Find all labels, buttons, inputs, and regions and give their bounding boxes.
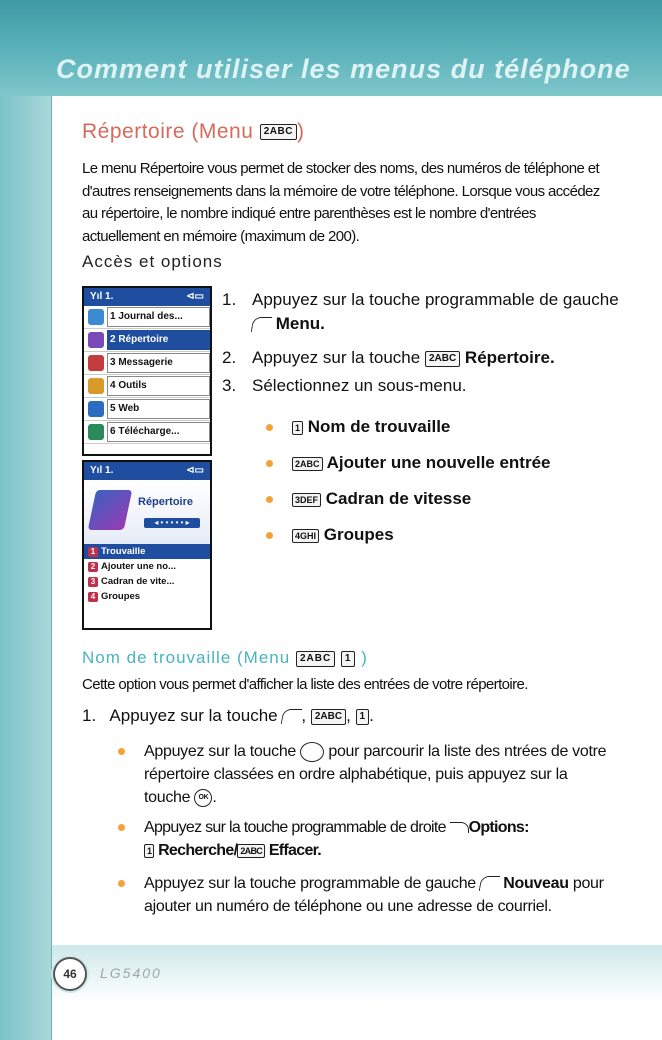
access-options-heading: Accès et options — [82, 252, 223, 271]
key-2-icon: 2ABC — [260, 124, 297, 140]
status-bar — [84, 462, 210, 480]
bullet-text-a: Appuyez sur la touche programmable de droite — [144, 819, 446, 836]
phone-screen-repertoire-menu — [82, 460, 212, 630]
submenu-bullet — [266, 452, 626, 488]
submenu-number: 4 — [88, 592, 98, 602]
new-label: Nouveau — [503, 875, 569, 892]
section-title-repertoire — [82, 120, 304, 144]
key-2-icon: 2ABC — [425, 351, 460, 367]
submenu-bullet — [266, 524, 626, 560]
message-icon — [88, 355, 104, 371]
section-title-close: ) — [296, 120, 305, 143]
submenu-item[interactable] — [84, 589, 210, 604]
ok-key-icon: OK — [194, 789, 212, 807]
bullet-dot — [266, 424, 273, 431]
step-text: Sélectionnez un sous-menu. — [252, 376, 467, 395]
key-2-icon: 2ABC — [296, 651, 335, 667]
menu-item-outils[interactable] — [84, 375, 210, 398]
footer-band — [52, 945, 662, 1040]
steps-list — [222, 288, 622, 398]
menu-item-label: 5 Web — [107, 399, 210, 419]
menu-item-repertoire[interactable] — [84, 329, 210, 352]
key-2-icon: 2ABC — [237, 844, 265, 858]
left-margin-line — [51, 96, 52, 1040]
menu-item-label: 1 Journal des... — [107, 307, 210, 327]
submenu-bullet-label: Cadran de vitesse — [325, 489, 472, 508]
menu-item-journal[interactable] — [84, 306, 210, 329]
page-number: 46 — [53, 957, 87, 991]
menu-item-label: 2 Répertoire — [107, 330, 210, 350]
section-title-close: ) — [361, 648, 368, 667]
submenu-bullet-label: Nom de trouvaille — [307, 417, 451, 436]
options-label: Options: — [468, 819, 529, 836]
page-indicator: ◂ • • • • • ▸ — [144, 518, 200, 528]
left-softkey-icon — [479, 876, 501, 891]
step-bold: Menu. — [275, 314, 325, 333]
bullet-text-b: pour ajouter un numéro de téléphone ou une adresse de courriel. — [144, 875, 604, 915]
step-3 — [222, 374, 622, 398]
bullet-text-b: pour parcourir la liste des ntrées de votre répertoire classées en ordre alphabétique, puis appuyez sur la touche — [144, 743, 607, 806]
bullet-dot — [118, 880, 125, 887]
submenu-list — [266, 416, 626, 560]
menu-item-telechargement[interactable] — [84, 421, 210, 444]
submenu-item[interactable] — [84, 559, 210, 574]
bullet-dot — [266, 532, 273, 539]
address-book-icon — [88, 490, 133, 530]
bullet-text-a: Appuyez sur la touche — [144, 743, 297, 760]
step-number: 1. — [82, 706, 97, 725]
step-text: Appuyez sur la touche programmable de gauche — [252, 290, 619, 309]
download-icon — [88, 424, 104, 440]
key-2-icon: 2ABC — [292, 457, 323, 471]
section-title-text: Répertoire (Menu — [82, 120, 254, 143]
key-4-icon: 4GHI — [292, 529, 319, 543]
battery-icon: ⊲▭ — [186, 291, 204, 302]
navigation-key-icon — [300, 742, 324, 762]
step-1 — [222, 288, 622, 336]
step-text: Appuyez sur la touche — [252, 348, 421, 367]
section2-paragraph: Cette option vous permet d'afficher la liste des entrées de votre répertoire. — [82, 676, 528, 693]
key-1-icon: 1 — [356, 709, 370, 725]
submenu-bullet — [266, 488, 626, 524]
submenu-bullet — [266, 416, 626, 452]
step-number: 3. — [222, 376, 237, 395]
submenu-label: Groupes — [101, 591, 141, 602]
signal-indicator: Yıl 1. — [90, 291, 114, 302]
submenu-number: 2 — [88, 562, 98, 572]
battery-icon: ⊲▭ — [186, 465, 204, 476]
model-name: LG5400 — [100, 965, 162, 981]
globe-icon — [88, 401, 104, 417]
section2-bullet-3 — [118, 872, 608, 918]
step-2 — [222, 346, 622, 370]
right-softkey-icon — [450, 822, 469, 833]
chapter-title: Comment utiliser les menus du téléphone — [56, 54, 631, 84]
submenu-number: 3 — [88, 577, 98, 587]
key-3-icon: 3DEF — [292, 493, 321, 507]
intro-paragraph: Le menu Répertoire vous permet de stocker des noms, des numéros de téléphone et d'autres renseignements dans la mémoire de votre téléphone. Lorsque vous accédez au répertoire, le nombre indiqué entre parenthèses est le nombre d'entrées actuellement en mémoire (maximum de 200). — [82, 160, 600, 245]
left-margin-bar — [0, 96, 52, 1040]
bullet-text-a: Appuyez sur la touche programmable de gauche — [144, 875, 476, 892]
tools-icon — [88, 378, 104, 394]
banner-title: Répertoire — [138, 496, 194, 508]
section2-bullet-1: Appuyez sur la touche pour parcourir la liste des ntrées de votre répertoire classées en ordre alphabétique, puis appuyez sur la touche OK . — [118, 740, 608, 809]
submenu-number: 1 — [88, 547, 98, 557]
section-title-nom-trouvaille — [82, 648, 368, 668]
submenu-label: Ajouter une no... — [101, 561, 176, 572]
step-bold: Répertoire. — [464, 348, 555, 367]
contacts-icon — [88, 332, 104, 348]
bullet-dot — [118, 824, 125, 831]
status-bar — [84, 288, 210, 306]
key-1-icon: 1 — [144, 844, 154, 858]
submenu-bullet-label: Groupes — [323, 525, 394, 544]
submenu-label: Cadran de vite... — [101, 576, 175, 587]
call-log-icon — [88, 309, 104, 325]
submenu-item[interactable] — [84, 574, 210, 589]
key-1-icon: 1 — [341, 651, 356, 667]
section-title-text: Nom de trouvaille (Menu — [82, 648, 291, 667]
bullet-dot — [118, 748, 125, 755]
key-2-icon: 2ABC — [311, 709, 346, 725]
menu-item-messagerie[interactable] — [84, 352, 210, 375]
delete-label: Effacer. — [268, 842, 322, 859]
submenu-label: Trouvaille — [101, 546, 146, 557]
menu-item-label: 4 Outils — [107, 376, 210, 396]
menu-item-label: 6 Télécharge... — [107, 422, 210, 442]
step-number: 1. — [222, 290, 237, 309]
header-band — [0, 0, 662, 96]
signal-indicator: Yıl 1. — [90, 465, 114, 476]
submenu-bullet-label: Ajouter une nouvelle entrée — [326, 453, 551, 472]
menu-item-label: 3 Messagerie — [107, 353, 210, 373]
repertoire-banner — [84, 480, 210, 544]
step-number: 2. — [222, 348, 237, 367]
key-1-icon: 1 — [292, 421, 303, 435]
phone-screen-main-menu — [82, 286, 212, 456]
bullet-dot — [266, 496, 273, 503]
section2-bullet-2 — [118, 816, 608, 862]
left-softkey-icon — [251, 317, 273, 332]
search-label: Recherche/ — [158, 842, 238, 859]
submenu-item[interactable] — [84, 544, 210, 559]
bullet-dot — [266, 460, 273, 467]
step-text: Appuyez sur la touche — [109, 706, 278, 725]
left-softkey-icon — [281, 709, 303, 724]
section2-step-1: 1. Appuyez sur la touche , 2ABC , 1 . — [82, 706, 374, 725]
menu-item-web[interactable] — [84, 398, 210, 421]
